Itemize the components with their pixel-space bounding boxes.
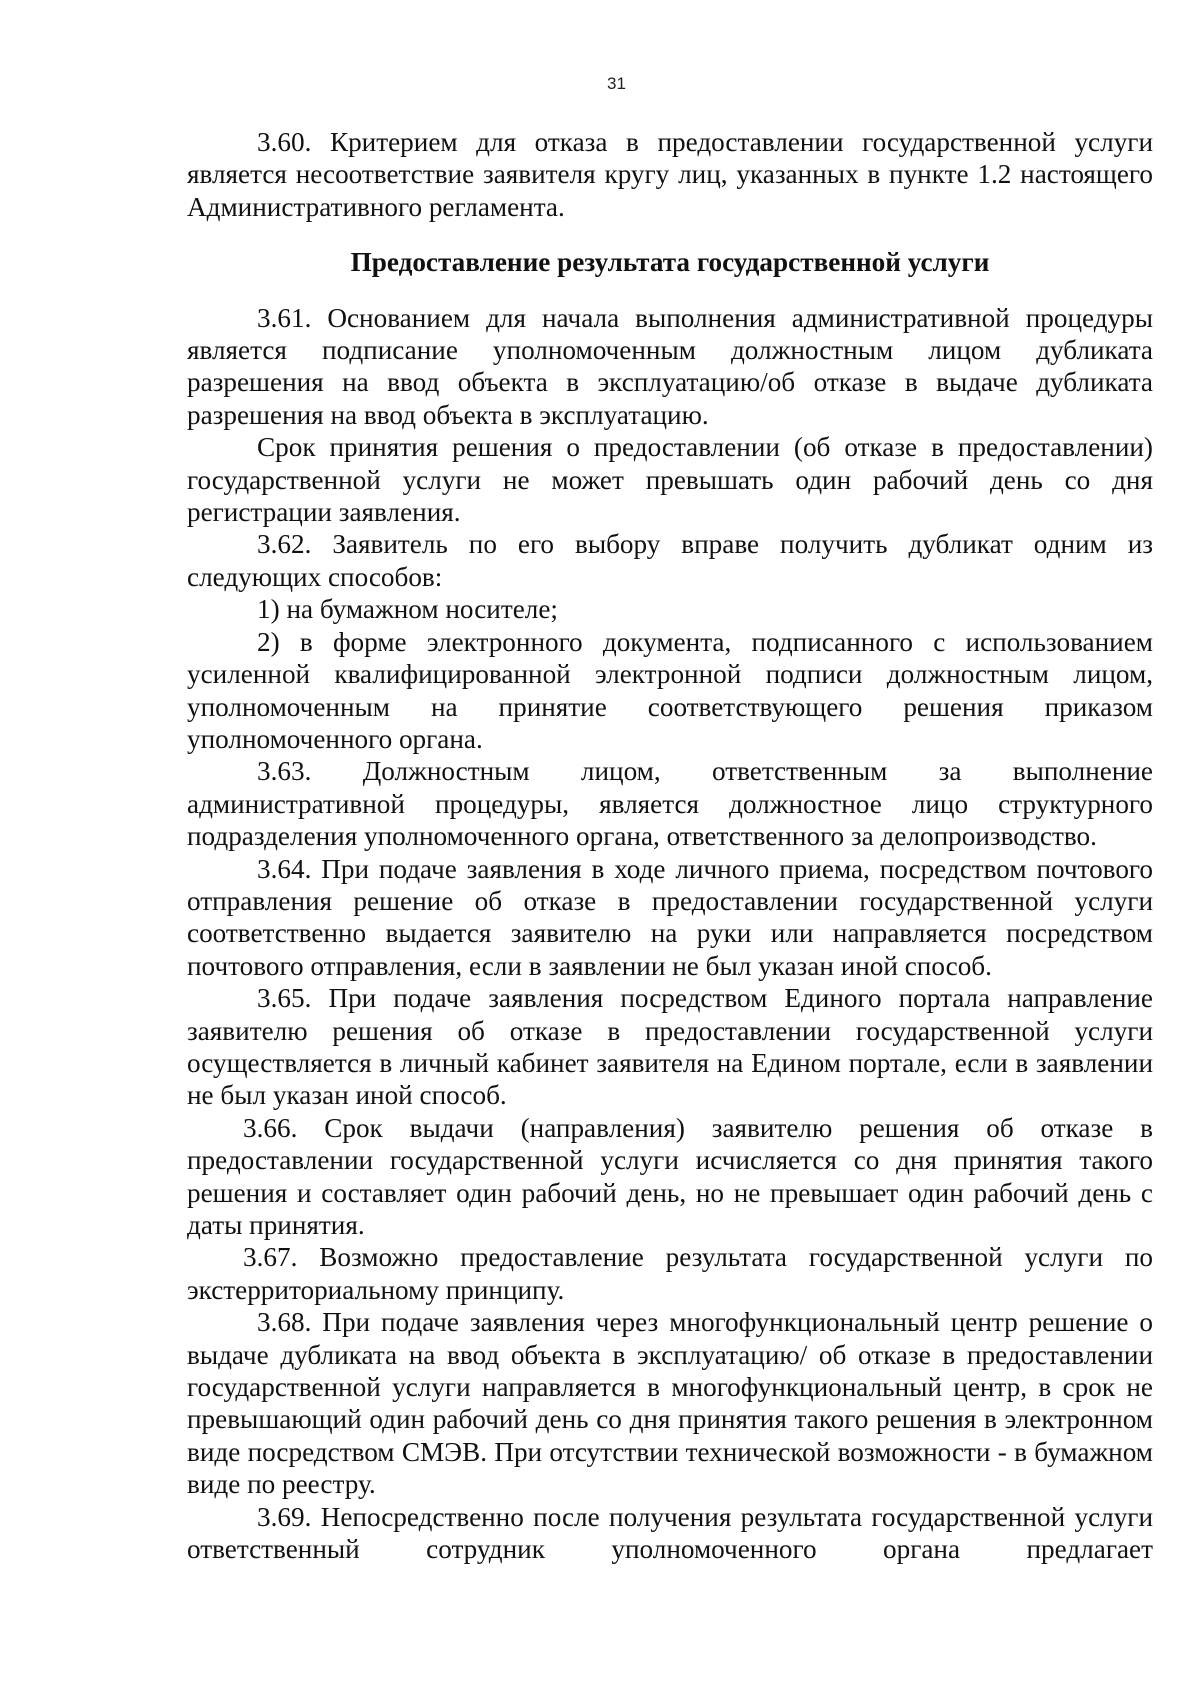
document-body — [187, 126, 1153, 1565]
paragraph-3-62: 3.62. Заявитель по его выбору вправе получить дубликат одним из следующих способов: — [187, 529, 1153, 592]
paragraph-3-65: 3.65. При подаче заявления посредством Единого портала направление заявителю решения об отказе в предоставлении государственной услуги осуществляется в личный кабинет заявителя на Едином портале, если в заявлении не был указан иной способ. — [187, 983, 1153, 1111]
page-number: 31 — [607, 74, 626, 93]
paragraph-3-62-option-2: 2) в форме электронного документа, подписанного с использованием усиленной квалифицированной электронной подписи должностным лицом, уполномоченным на принятие соответствующего решения приказом уполномоченного органа. — [187, 626, 1153, 754]
paragraph-3-67: 3.67. Возможно предоставление результата государственной услуги по экстерриториальному принципу. — [187, 1242, 1153, 1305]
paragraph-3-68: 3.68. При подаче заявления через многофункциональный центр решение о выдаче дубликата на ввод объекта в эксплуатацию/ об отказе в предоставлении государственной услуги направляется в многофункциональный центр, в срок не превышающий один рабочий день со дня принятия такого решения в электронном виде посредством СМЭВ. При отсутствии технической возможности - в бумажном виде по реестру. — [187, 1307, 1153, 1500]
paragraph-3-63: 3.63. Должностным лицом, ответственным за выполнение административной процедуры, является должностное лицо структурного подразделения уполномоченного органа, ответственного за делопроизводство. — [187, 756, 1153, 852]
paragraph-3-62-option-1: 1) на бумажном носителе; — [257, 594, 558, 625]
paragraph-3-61-deadline: Срок принятия решения о предоставлении (об отказе в предоставлении) государственной услуги не может превышать один рабочий день со дня регистрации заявления. — [187, 432, 1153, 528]
paragraph-3-64: 3.64. При подаче заявления в ходе личного приема, посредством почтового отправления решение об отказе в предоставлении государственной услуги соответственно выдается заявителю на руки или направляется посредством почтового отправления, если в заявлении не был указан иной способ. — [187, 853, 1153, 981]
paragraph-3-66: 3.66. Срок выдачи (направления) заявителю решения об отказе в предоставлении государственной услуги исчисляется со дня принятия такого решения и составляет один рабочий день, но не превышает один рабочий день с даты принятия. — [187, 1112, 1153, 1240]
paragraph-3-61: 3.61. Основанием для начала выполнения административной процедуры является подписание уполномоченным должностным лицом дубликата разрешения на ввод объекта в эксплуатацию/об отказе в выдаче дубликата разрешения на ввод объекта в эксплуатацию. — [187, 302, 1153, 430]
section-heading: Предоставление результата государственной услуги — [350, 247, 990, 278]
paragraph-3-69: 3.69. Непосредственно после получения результата государственной услуги ответственный сотрудник уполномоченного органа предлагает — [187, 1501, 1153, 1565]
paragraph-3-60: 3.60. Критерием для отказа в предоставлении государственной услуги является несоответствие заявителя кругу лиц, указанных в пункте 1.2 настоящего Административного регламента. — [187, 127, 1153, 222]
